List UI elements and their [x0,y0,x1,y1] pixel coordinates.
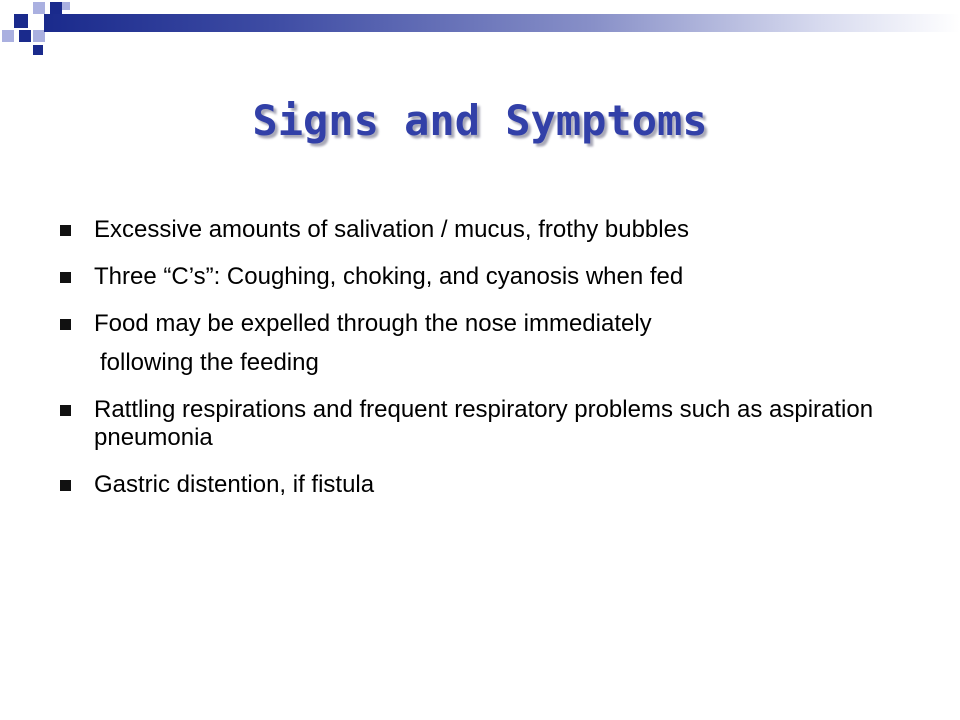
bullet-text: Three “C’s”: Coughing, choking, and cyanosis when fed [94,263,684,290]
decor-square-icon [2,30,14,42]
square-bullet-icon [60,272,71,283]
decor-square-icon [62,2,70,10]
bullet-item [60,396,920,452]
square-bullet-icon [60,405,71,416]
bullet-text: Excessive amounts of salivation / mucus, frothy bubbles [94,216,689,243]
decor-square-icon [19,30,31,42]
bullet-text: Rattling respirations and frequent respiratory problems such as aspiration pneumonia [94,396,874,451]
bullet-continuation [60,349,920,377]
decor-square-icon [50,2,62,14]
header-gradient-bar [44,14,960,32]
square-bullet-icon [60,480,71,491]
decor-square-icon [14,14,28,28]
bullet-item [60,310,920,338]
slide-title: Signs and Symptoms [252,96,708,145]
bullet-text: following the feeding [100,349,319,376]
square-bullet-icon [60,319,71,330]
bullet-item [60,471,920,499]
square-bullet-icon [60,225,71,236]
bullet-list [60,216,920,518]
bullet-item [60,216,920,244]
decor-square-icon [33,45,43,55]
bullet-text: Gastric distention, if fistula [94,471,375,498]
decor-square-icon [33,2,45,14]
bullet-item [60,263,920,291]
bullet-text: Food may be expelled through the nose immediately [94,310,652,337]
